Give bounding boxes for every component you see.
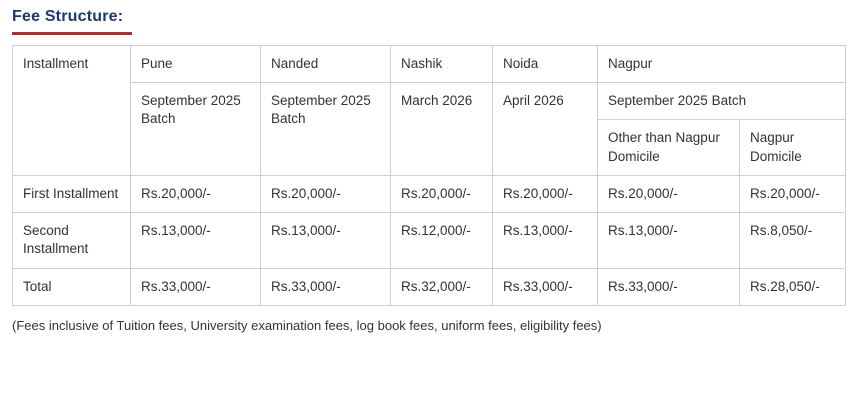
cell-first-nagpur-other: Rs.20,000/- bbox=[598, 175, 740, 212]
cell-second-nanded: Rs.13,000/- bbox=[261, 213, 391, 268]
batch-nashik: March 2026 bbox=[391, 83, 493, 176]
cell-total-nanded: Rs.33,000/- bbox=[261, 268, 391, 305]
column-header-nagpur: Nagpur bbox=[598, 46, 846, 83]
cell-first-noida: Rs.20,000/- bbox=[493, 175, 598, 212]
cell-second-nashik: Rs.12,000/- bbox=[391, 213, 493, 268]
column-header-pune: Pune bbox=[131, 46, 261, 83]
batch-pune: September 2025 Batch bbox=[131, 83, 261, 176]
page-title: Fee Structure: bbox=[12, 8, 124, 25]
title-underline bbox=[12, 32, 132, 35]
batch-noida: April 2026 bbox=[493, 83, 598, 176]
cell-total-nagpur-domicile: Rs.28,050/- bbox=[740, 268, 846, 305]
cell-first-nagpur-domicile: Rs.20,000/- bbox=[740, 175, 846, 212]
batch-nagpur: September 2025 Batch bbox=[598, 83, 846, 120]
table-row bbox=[13, 175, 846, 212]
table-row-total bbox=[13, 268, 846, 305]
cell-second-nagpur-domicile: Rs.8,050/- bbox=[740, 213, 846, 268]
cell-total-noida: Rs.33,000/- bbox=[493, 268, 598, 305]
cell-first-nanded: Rs.20,000/- bbox=[261, 175, 391, 212]
column-header-nanded: Nanded bbox=[261, 46, 391, 83]
cell-first-nashik: Rs.20,000/- bbox=[391, 175, 493, 212]
row-label-second-installment: Second Installment bbox=[13, 213, 131, 268]
column-header-noida: Noida bbox=[493, 46, 598, 83]
cell-first-pune: Rs.20,000/- bbox=[131, 175, 261, 212]
fee-inclusion-note: (Fees inclusive of Tuition fees, University examination fees, log book fees, uniform fees, eligibility fees) bbox=[12, 317, 602, 333]
cell-total-nashik: Rs.32,000/- bbox=[391, 268, 493, 305]
fee-structure-table bbox=[12, 45, 846, 306]
cell-total-pune: Rs.33,000/- bbox=[131, 268, 261, 305]
row-label-first-installment: First Installment bbox=[13, 175, 131, 212]
table-row bbox=[13, 213, 846, 268]
cell-second-nagpur-other: Rs.13,000/- bbox=[598, 213, 740, 268]
cell-second-pune: Rs.13,000/- bbox=[131, 213, 261, 268]
column-header-installment: Installment bbox=[13, 46, 131, 176]
subheader-nagpur-domicile: Nagpur Domicile bbox=[740, 120, 846, 175]
table-header-row-batches bbox=[13, 83, 846, 120]
cell-total-nagpur-other: Rs.33,000/- bbox=[598, 268, 740, 305]
cell-second-noida: Rs.13,000/- bbox=[493, 213, 598, 268]
subheader-nagpur-other: Other than Nagpur Domicile bbox=[598, 120, 740, 175]
row-label-total: Total bbox=[13, 268, 131, 305]
table-header-row-cities bbox=[13, 46, 846, 83]
batch-nanded: September 2025 Batch bbox=[261, 83, 391, 176]
column-header-nashik: Nashik bbox=[391, 46, 493, 83]
